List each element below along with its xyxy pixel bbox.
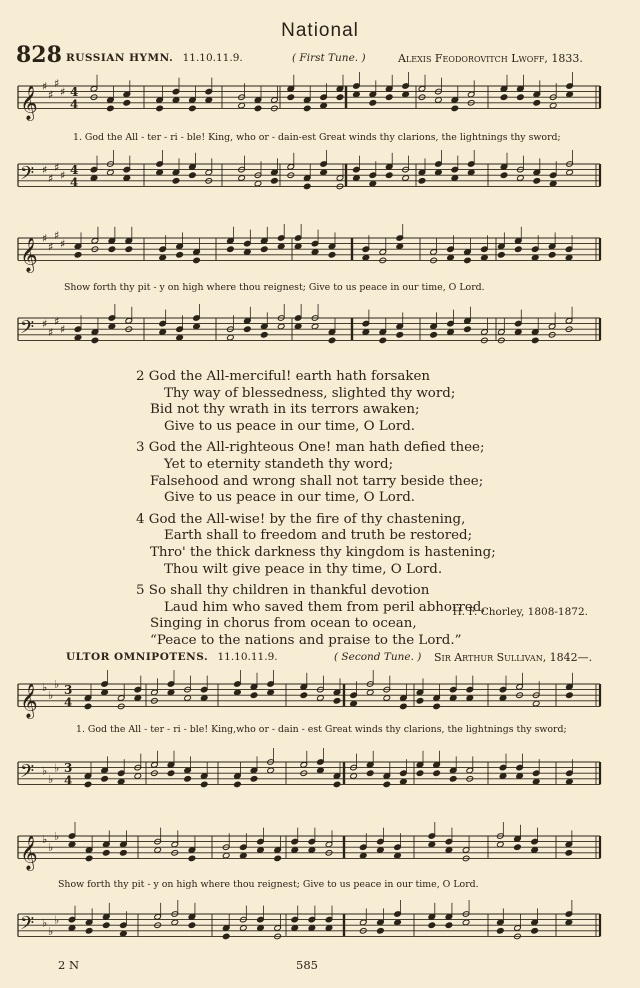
svg-text:♯: ♯	[42, 80, 48, 93]
svg-text:𝄢: 𝄢	[20, 163, 35, 189]
tune1-composer: Alexis Feodorovitch Lwoff, 1833.	[398, 52, 583, 65]
tune1-system2-bass	[0, 300, 640, 360]
svg-text:♯: ♯	[60, 323, 66, 337]
svg-text:𝄢: 𝄢	[20, 761, 35, 787]
svg-text:4: 4	[64, 695, 73, 710]
svg-text:𝄞: 𝄞	[20, 683, 38, 719]
svg-text:♯: ♯	[54, 160, 60, 174]
tune2-meter: 11.10.11.9.	[217, 651, 278, 663]
tune1-meter: 11.10.11.9.	[182, 52, 243, 64]
tune2-lyric1: 1. God the All - ter - ri - ble! King,who or - dain - est Great winds thy clarions, the lightnings thy sword;	[76, 724, 567, 735]
tune1-note: ( First Tune. )	[292, 52, 366, 64]
tune1-header	[66, 52, 243, 64]
tune2-composer: Sir Arthur Sullivan, 1842—.	[434, 651, 593, 664]
hymn-number: 828	[16, 42, 62, 68]
svg-text:♯: ♯	[54, 229, 60, 243]
svg-text:♯: ♯	[60, 85, 66, 99]
svg-text:♭: ♭	[48, 772, 54, 786]
tune2-note: ( Second Tune. )	[334, 651, 422, 663]
verse-5: 5 So shall thy children in thankful devotion Laud him who saved them from peril abhorred, Singing in chorus from ocean to ocean, “Peace to the nations and praise to the Lord.”	[136, 583, 486, 648]
author-attribution: H. F. Chorley, 1808-1872.	[452, 606, 588, 618]
svg-text:♭: ♭	[48, 924, 54, 938]
svg-text:♯: ♯	[48, 326, 54, 339]
tune2-header	[66, 651, 278, 663]
svg-text:♯: ♯	[60, 237, 66, 251]
svg-text:3: 3	[64, 683, 73, 698]
svg-text:♯: ♯	[42, 163, 48, 177]
tune2-system2-treble	[0, 818, 640, 876]
svg-text:3: 3	[64, 761, 73, 776]
svg-text:♭: ♭	[54, 678, 60, 691]
verse-2: 2 God the All-merciful! earth hath forsaken Thy way of blessedness, slighted thy word; Bid not thy wrath in its terrors awaken; Give to us peace in our time, O Lord.	[136, 369, 456, 434]
svg-text:𝄞: 𝄞	[20, 85, 38, 121]
tune2-system1-bass	[0, 740, 640, 800]
svg-text:♯: ♯	[54, 314, 60, 328]
section-title: National	[281, 20, 359, 41]
svg-text:𝄢: 𝄢	[20, 317, 35, 343]
tune2-name: ULTOR OMNIPOTENS.	[66, 651, 209, 663]
svg-text:♭: ♭	[42, 680, 48, 694]
tune1-lyric1: 1. God the All - ter - ri - ble! King, who or - dain-est Great winds thy clarions, the lightnings thy sword;	[73, 132, 561, 143]
verses	[136, 369, 496, 650]
svg-text:♭: ♭	[54, 761, 60, 775]
svg-text:♯: ♯	[42, 317, 48, 331]
svg-text:♭: ♭	[42, 916, 48, 930]
tune2-lyric2: Show forth thy pit - y on high where thou reignest; Give to us peace in our time, O Lord.	[58, 879, 479, 890]
tune2-system1-treble	[0, 668, 640, 722]
tune1-lyric2: Show forth thy pit - y on high where thou reignest; Give to us peace in our time, O Lord.	[64, 282, 485, 293]
svg-text:♯: ♯	[42, 232, 48, 245]
svg-text:𝄞: 𝄞	[20, 835, 38, 871]
svg-text:♭: ♭	[54, 830, 60, 843]
svg-text:♭: ♭	[48, 689, 54, 703]
tune1-system2-treble	[0, 220, 640, 280]
signature-mark: 2 N	[58, 958, 80, 972]
svg-text:♭: ♭	[42, 764, 48, 778]
svg-text:♯: ♯	[48, 88, 54, 102]
svg-text:♯: ♯	[60, 169, 66, 183]
svg-text:𝄢: 𝄢	[20, 913, 35, 939]
svg-text:♯: ♯	[48, 240, 54, 254]
svg-text:♯: ♯	[54, 77, 60, 91]
svg-text:4: 4	[70, 97, 79, 112]
tune1-name: RUSSIAN HYMN.	[66, 52, 174, 64]
verse-4: 4 God the All-wise! by the fire of thy chastening, Earth shall to freedom and truth be restored; Thro' the thick darkness thy kingdom is hastening; Thou wilt give peace in thy time, O Lord.	[136, 511, 496, 577]
svg-text:4: 4	[70, 175, 79, 190]
svg-text:♭: ♭	[42, 832, 48, 846]
tune1-system1-treble	[0, 72, 640, 122]
page-number: 585	[296, 958, 318, 972]
svg-text:4: 4	[70, 85, 79, 100]
svg-text:♯: ♯	[48, 172, 54, 185]
tune1-system1-bass	[0, 150, 640, 200]
svg-text:𝄞: 𝄞	[20, 237, 38, 273]
svg-text:♭: ♭	[54, 913, 60, 927]
verse-3: 3 God the All-righteous One! man hath defied thee; Yet to eternity standeth thy word; Falsehood and wrong shall not tarry beside thee; Give to us peace in our time, O Lord.	[136, 440, 485, 506]
svg-text:4: 4	[70, 163, 79, 178]
tune2-system2-bass	[0, 896, 640, 954]
svg-text:4: 4	[64, 773, 73, 788]
svg-text:♭: ♭	[48, 841, 54, 855]
